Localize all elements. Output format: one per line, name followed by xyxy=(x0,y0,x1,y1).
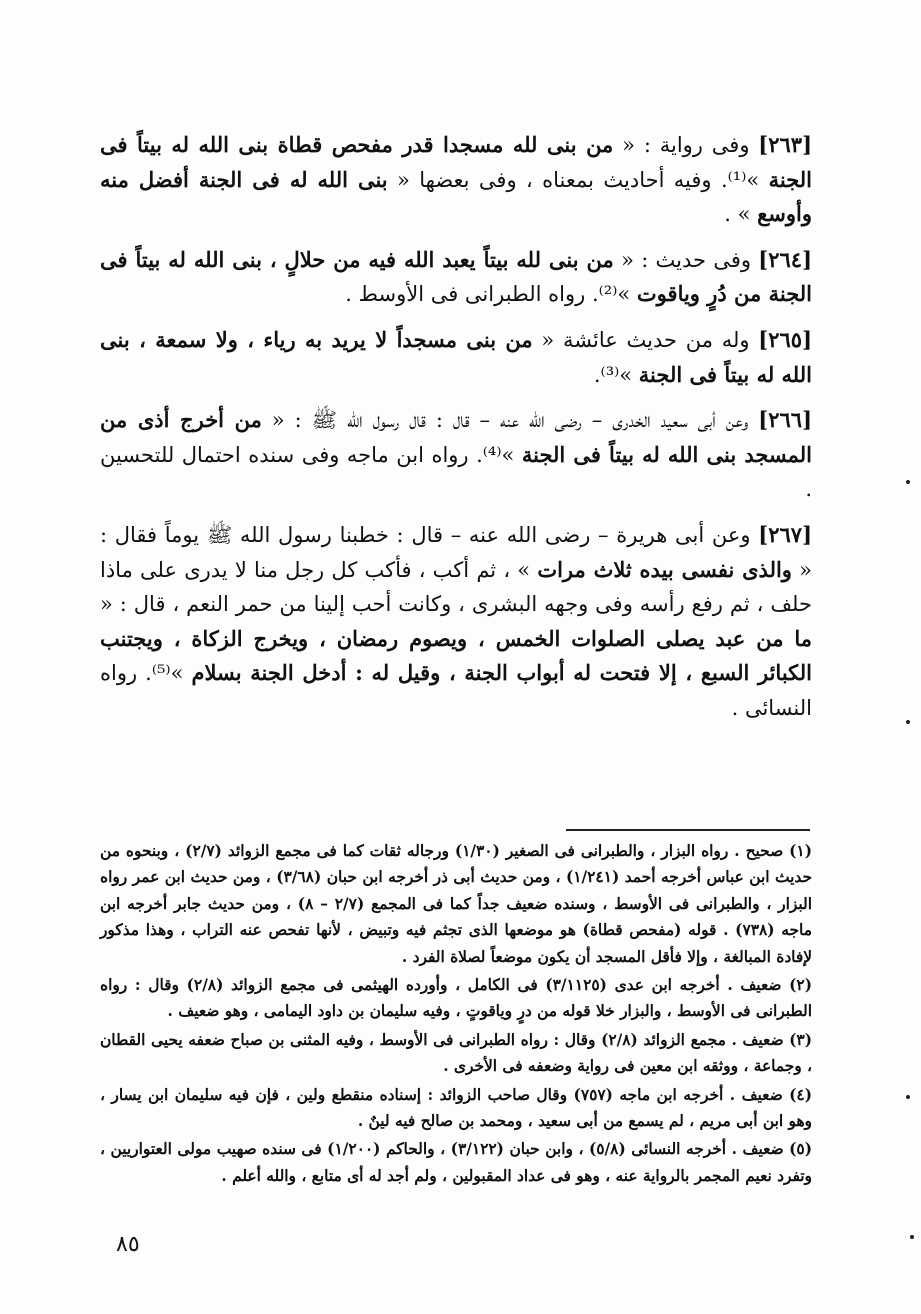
margin-speck xyxy=(906,720,910,724)
hadith-number: [٢٦٧] xyxy=(758,521,812,547)
hadith-number: [٢٦٤] xyxy=(758,246,812,272)
footnote-divider xyxy=(566,829,810,831)
hadith-text-2: بنى الله له فى الجنة أفضل منه وأوسع xyxy=(100,166,812,227)
margin-speck xyxy=(910,1235,914,1239)
hadith-paragraph-266 xyxy=(100,403,812,507)
hadith-text: من بنى لله بيتاً يعبد الله فيه من حلالٍ ، بنى الله له بيتاً فى الجنة من دُرٍ وياقوت xyxy=(100,246,812,307)
footnote-5: (٥) ضعيف . أخرجه النسائى (٥/٨) ، وابن حبان (٣/١٢٢) ، والحاكم (١/٢٠٠) فى سنده صهيب مولى العتواريين ، وتفرد نعيم المجمر بالرواية عنه ، وهو فى عداد المقبولين ، ولم أجد له أى متابع ، والله أعلم . xyxy=(100,1140,812,1185)
hadith-intro: وفى حديث : « xyxy=(613,247,759,272)
hadith-paragraph-265 xyxy=(100,323,812,392)
margin-speck xyxy=(906,480,910,484)
hadith-number: [٢٦٥] xyxy=(758,326,813,352)
hadith-intro: وعن أبى سعيد الخدرى – رضى الله عنه – قال : قال رسول الله ﷺ : « xyxy=(261,408,759,433)
main-text-body xyxy=(100,128,812,737)
footnote-2: (٢) ضعيف . أخرجه ابن عدى (٣/١١٢٥) فى الكامل ، وأورده الهيثمى فى مجمع الزوائد (٢/٨) وقال : رواه الطبرانى فى الأوسط ، والبزار خلا قوله من درٍ وياقوتٍ ، وفيه سليمان بن داود اليمامى ، وهو ضعيف . xyxy=(100,976,812,1021)
footnotes-section xyxy=(100,838,812,1191)
hadith-text-2: ما من عبد يصلى الصلوات الخمس ، ويصوم رمضان ، ويخرج الزكاة ، ويجتنب الكبائر السبع ، إلا فتحت له أبواب الجنة ، وقيل له : أدخل الجنة بسلام xyxy=(100,625,812,686)
footnote-3: (٣) ضعيف . مجمع الزوائد (٢/٨) وقال : رواه الطبرانى فى الأوسط ، وفيه المثنى بن صباح ضعفه يحيى القطان ، وجماعة ، ووثقه ابن معين فى رواية وضعفه فى الأخرى . xyxy=(100,1030,812,1076)
page-number: ٨٥ xyxy=(116,1232,140,1257)
hadith-paragraph-264 xyxy=(100,243,812,312)
footnote-1: (١) صحيح . رواه البزار ، والطبرانى فى الصغير (١/٣٠) ورجاله ثقات كما فى مجمع الزوائد (٢/٧) ، وبنحوه من حديث ابن عباس أخرجه أحمد (١/٢٤١) ، ومن حديث أبى ذر أخرجه ابن حبان (٣/٦٨) ، ومن حديث ابن عمر رواه البزار ، والطبرانى فى الأوسط ، وسنده ضعيف جداً كما فى المجمع (٢/٧ – ٨) ، ومن حديث جابر أخرجه ابن ماجه (٧٣٨) . قوله (مفحص قطاة) هو موضعها الذى تجثم فيه وتبيض ، لأنها تفحص عنه التراب ، وهذا مذكور لإفادة المبالغة ، وإلا فأقل المسجد أن يكون موضعاً لصلاة الفرد . xyxy=(100,842,812,966)
hadith-number: [٢٦٣] xyxy=(758,132,813,157)
hadith-paragraph-263 xyxy=(100,128,812,232)
hadith-intro: وله من حديث عائشة « xyxy=(532,327,759,352)
hadith-tail: »⁽²⁾. رواه الطبرانى فى الأوسط . xyxy=(345,282,637,307)
hadith-number: [٢٦٦] xyxy=(758,407,812,433)
hadith-intro: وفى رواية : « xyxy=(613,133,759,157)
hadith-after: »⁽¹⁾. وفيه أحاديث بمعناه ، وفى بعضها « xyxy=(387,167,769,192)
margin-speck xyxy=(906,1095,910,1099)
hadith-tail: »⁽⁵⁾. رواه النسائى . xyxy=(100,661,812,720)
hadith-intro: وعن أبى هريرة – رضى الله عنه – قال : خطبنا رسول الله ﷺ يوماً فقال : « xyxy=(100,522,812,582)
footnote-4: (٤) ضعيف . أخرجه ابن ماجه (٧٥٧) وقال صاحب الزوائد : إسناده منقطع ولين ، فإن فيه سليمان ابن يسار ، وهو ابن أبى مريم ، لم يسمع من أبى سعيد ، ومحمد بن صالح فيه لينٌ . xyxy=(100,1085,812,1131)
hadith-tail: » . xyxy=(724,202,758,227)
hadith-tail: »⁽⁴⁾. رواه ابن ماجه وفى سنده احتمال للتحسين . xyxy=(100,442,812,502)
hadith-after: » ، ثم أكب ، فأكب كل رجل منا لا يدرى على ماذا حلف ، ثم رفع رأسه وفى وجهه البشرى ، وكانت أحب إلينا من حمر النعم ، قال : « xyxy=(100,557,812,617)
hadith-text: من بنى لله مسجدا قدر مفحص قطاة بنى الله له بيتاً فى الجنة xyxy=(100,132,812,192)
hadith-text: من أخرج أذى من المسجد بنى الله له بيتاً فى الجنة xyxy=(100,407,813,467)
hadith-tail: »⁽³⁾. xyxy=(593,362,639,387)
hadith-text: من بنى مسجداً لا يريد به رياء ، ولا سمعة ، بنى الله له بيتاً فى الجنة xyxy=(100,326,812,387)
hadith-paragraph-267 xyxy=(100,518,812,726)
hadith-text: والذى نفسى بيده ثلاث مرات xyxy=(537,556,792,582)
